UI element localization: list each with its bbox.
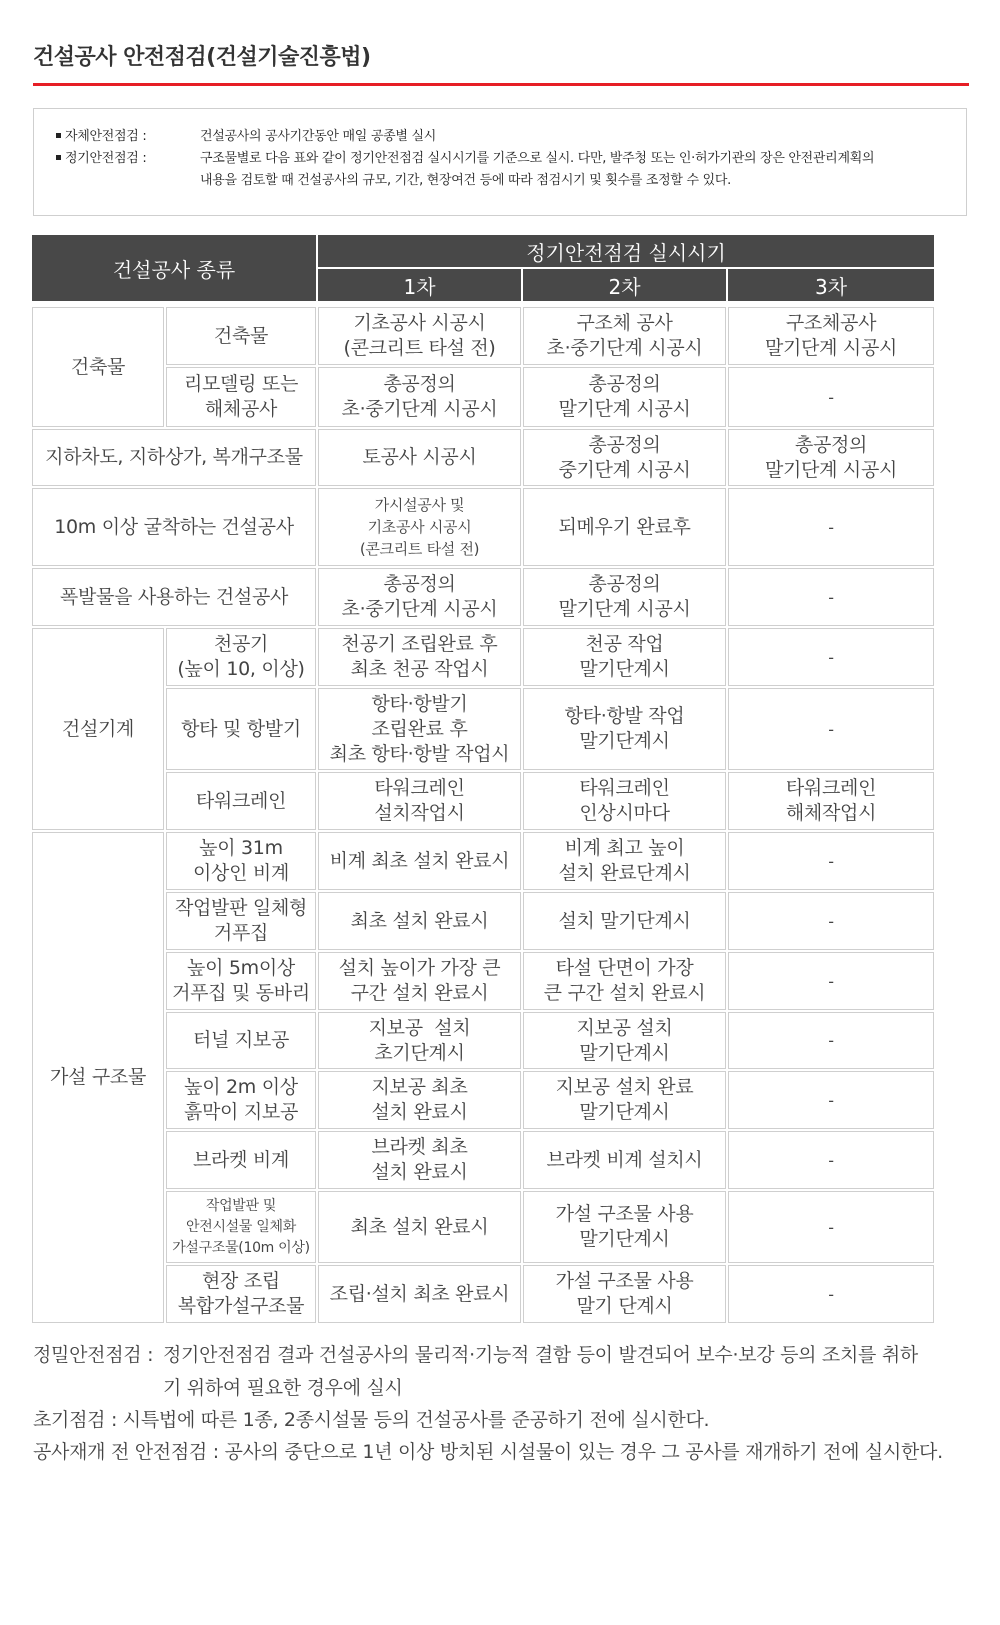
note-precision xyxy=(33,1340,918,1367)
second-timing-cell: 총공정의 말기단계 시공시 xyxy=(523,367,726,427)
sub-type-cell: 높이 2m 이상 흙막이 지보공 xyxy=(166,1071,316,1129)
title-divider xyxy=(33,83,969,86)
third-timing-cell: 총공정의 말기단계 시공시 xyxy=(728,429,934,486)
third-timing-cell: - xyxy=(728,568,934,626)
header-type: 건설공사 종류 xyxy=(32,235,316,301)
sub-type-cell: 천공기 (높이 10, 이상) xyxy=(166,628,316,686)
sub-type-cell: 리모델링 또는 해체공사 xyxy=(166,367,316,427)
second-timing-cell: 총공정의 말기단계 시공시 xyxy=(523,568,726,626)
first-timing-cell: 비계 최초 설치 완료시 xyxy=(318,832,521,890)
second-timing-cell: 구조체 공사 초·중기단계 시공시 xyxy=(523,307,726,365)
second-timing-cell: 지보공 설치 말기단계시 xyxy=(523,1012,726,1069)
second-timing-cell: 비계 최고 높이 설치 완료단계시 xyxy=(523,832,726,890)
third-timing-cell: - xyxy=(728,1191,934,1263)
third-timing-cell: - xyxy=(728,367,934,427)
first-timing-cell: 최초 설치 완료시 xyxy=(318,1191,521,1263)
first-timing-cell: 천공기 조립완료 후 최초 천공 작업시 xyxy=(318,628,521,686)
third-timing-cell: - xyxy=(728,1131,934,1189)
note-resume: 공사재개 전 안전점검 : 공사의 중단으로 1년 이상 방치된 시설물이 있는 경우 그 공사를 재개하기 전에 실시한다. xyxy=(33,1441,943,1463)
first-timing-cell: 지보공 설치 초기단계시 xyxy=(318,1012,521,1069)
sub-type-cell: 브라켓 비계 xyxy=(166,1131,316,1189)
first-timing-cell: 타워크레인 설치작업시 xyxy=(318,772,521,830)
third-timing-cell: - xyxy=(728,1071,934,1129)
bullet-icon xyxy=(56,155,61,160)
note-precision-label: 정밀안전점검 : xyxy=(33,1344,154,1366)
third-timing-cell: - xyxy=(728,688,934,770)
sub-type-cell: 작업발판 일체형 거푸집 xyxy=(166,892,316,950)
third-timing-cell: 타워크레인 해체작업시 xyxy=(728,772,934,830)
group-underground: 지하차도, 지하상가, 복개구조물 xyxy=(32,429,316,486)
first-timing-cell: 토공사 시공시 xyxy=(318,429,521,486)
second-timing-cell: 설치 말기단계시 xyxy=(523,892,726,950)
second-timing-cell: 지보공 설치 완료 말기단계시 xyxy=(523,1071,726,1129)
sub-type-cell: 타워크레인 xyxy=(166,772,316,830)
header-second: 2차 xyxy=(523,269,726,301)
first-timing-cell: 브라켓 최초 설치 완료시 xyxy=(318,1131,521,1189)
second-timing-cell: 타설 단면이 가장 큰 구간 설치 완료시 xyxy=(523,952,726,1010)
page-title: 건설공사 안전점검(건설기술진흥법) xyxy=(33,45,371,70)
sub-type-cell: 건축물 xyxy=(166,307,316,365)
group-machine: 건설기계 xyxy=(32,628,164,830)
second-timing-cell: 되메우기 완료후 xyxy=(523,488,726,566)
regular-inspection-text: 구조물별로 다음 표와 같이 정기안전점검 실시시기를 기준으로 실시. 다만, 발주청 또는 인·허가기관의 장은 안전관리계획의 xyxy=(200,151,875,166)
third-timing-cell: - xyxy=(728,628,934,686)
second-timing-cell: 타워크레인 인상시마다 xyxy=(523,772,726,830)
sub-type-cell: 높이 5m이상 거푸집 및 동바리 xyxy=(166,952,316,1010)
note-precision-text-cont: 기 위하여 필요한 경우에 실시 xyxy=(163,1377,403,1399)
second-timing-cell: 총공정의 중기단계 시공시 xyxy=(523,429,726,486)
first-timing-cell: 조립·설치 최초 완료시 xyxy=(318,1265,521,1323)
bullet-icon xyxy=(56,133,61,138)
sub-type-cell: 현장 조립 복합가설구조물 xyxy=(166,1265,316,1323)
info-box xyxy=(33,108,967,216)
first-timing-cell: 지보공 최초 설치 완료시 xyxy=(318,1071,521,1129)
second-timing-cell: 가설 구조물 사용 말기 단계시 xyxy=(523,1265,726,1323)
header-third: 3차 xyxy=(728,269,934,301)
third-timing-cell: - xyxy=(728,1012,934,1069)
first-timing-cell: 기초공사 시공시 (콘크리트 타설 전) xyxy=(318,307,521,365)
first-timing-cell: 항타·항발기 조립완료 후 최초 항타·항발 작업시 xyxy=(318,688,521,770)
second-timing-cell: 가설 구조물 사용 말기단계시 xyxy=(523,1191,726,1263)
self-inspection-label: 자체안전점검 : xyxy=(65,129,147,144)
note-precision-text: 정기안전점검 결과 건설공사의 물리적·기능적 결함 등이 발견되어 보수·보강 등의 조치를 취하 xyxy=(163,1344,918,1366)
regular-inspection-label: 정기안전점검 : xyxy=(65,151,147,166)
second-timing-cell: 천공 작업 말기단계시 xyxy=(523,628,726,686)
first-timing-cell: 가시설공사 및 기초공사 시공시 (콘크리트 타설 전) xyxy=(318,488,521,566)
sub-type-cell: 터널 지보공 xyxy=(166,1012,316,1069)
third-timing-cell: - xyxy=(728,1265,934,1323)
sub-type-cell: 항타 및 항발기 xyxy=(166,688,316,770)
header-timing: 정기안전점검 실시시기 xyxy=(318,235,934,267)
third-timing-cell: - xyxy=(728,952,934,1010)
first-timing-cell: 설치 높이가 가장 큰 구간 설치 완료시 xyxy=(318,952,521,1010)
first-timing-cell: 총공정의 초·중기단계 시공시 xyxy=(318,367,521,427)
sub-type-cell: 높이 31m 이상인 비계 xyxy=(166,832,316,890)
third-timing-cell: - xyxy=(728,832,934,890)
regular-inspection-text-cont: 내용을 검토할 때 건설공사의 규모, 기간, 현장여건 등에 따라 점검시기 및 횟수를 조정할 수 있다. xyxy=(200,173,731,188)
third-timing-cell: - xyxy=(728,892,934,950)
first-timing-cell: 총공정의 초·중기단계 시공시 xyxy=(318,568,521,626)
note-initial: 초기점검 : 시특법에 따른 1종, 2종시설물 등의 건설공사를 준공하기 전에 실시한다. xyxy=(33,1409,710,1431)
header-first: 1차 xyxy=(318,269,521,301)
group-building: 건축물 xyxy=(32,307,164,427)
group-excavation: 10m 이상 굴착하는 건설공사 xyxy=(32,488,316,566)
first-timing-cell: 최초 설치 완료시 xyxy=(318,892,521,950)
sub-type-cell: 작업발판 및 안전시설물 일체화 가설구조물(10m 이상) xyxy=(166,1191,316,1263)
self-inspection-text: 건설공사의 공사기간동안 매일 공종별 실시 xyxy=(200,129,436,144)
group-temporary: 가설 구조물 xyxy=(32,832,164,1323)
second-timing-cell: 항타·항발 작업 말기단계시 xyxy=(523,688,726,770)
third-timing-cell: 구조체공사 말기단계 시공시 xyxy=(728,307,934,365)
third-timing-cell: - xyxy=(728,488,934,566)
group-explosive: 폭발물을 사용하는 건설공사 xyxy=(32,568,316,626)
second-timing-cell: 브라켓 비계 설치시 xyxy=(523,1131,726,1189)
